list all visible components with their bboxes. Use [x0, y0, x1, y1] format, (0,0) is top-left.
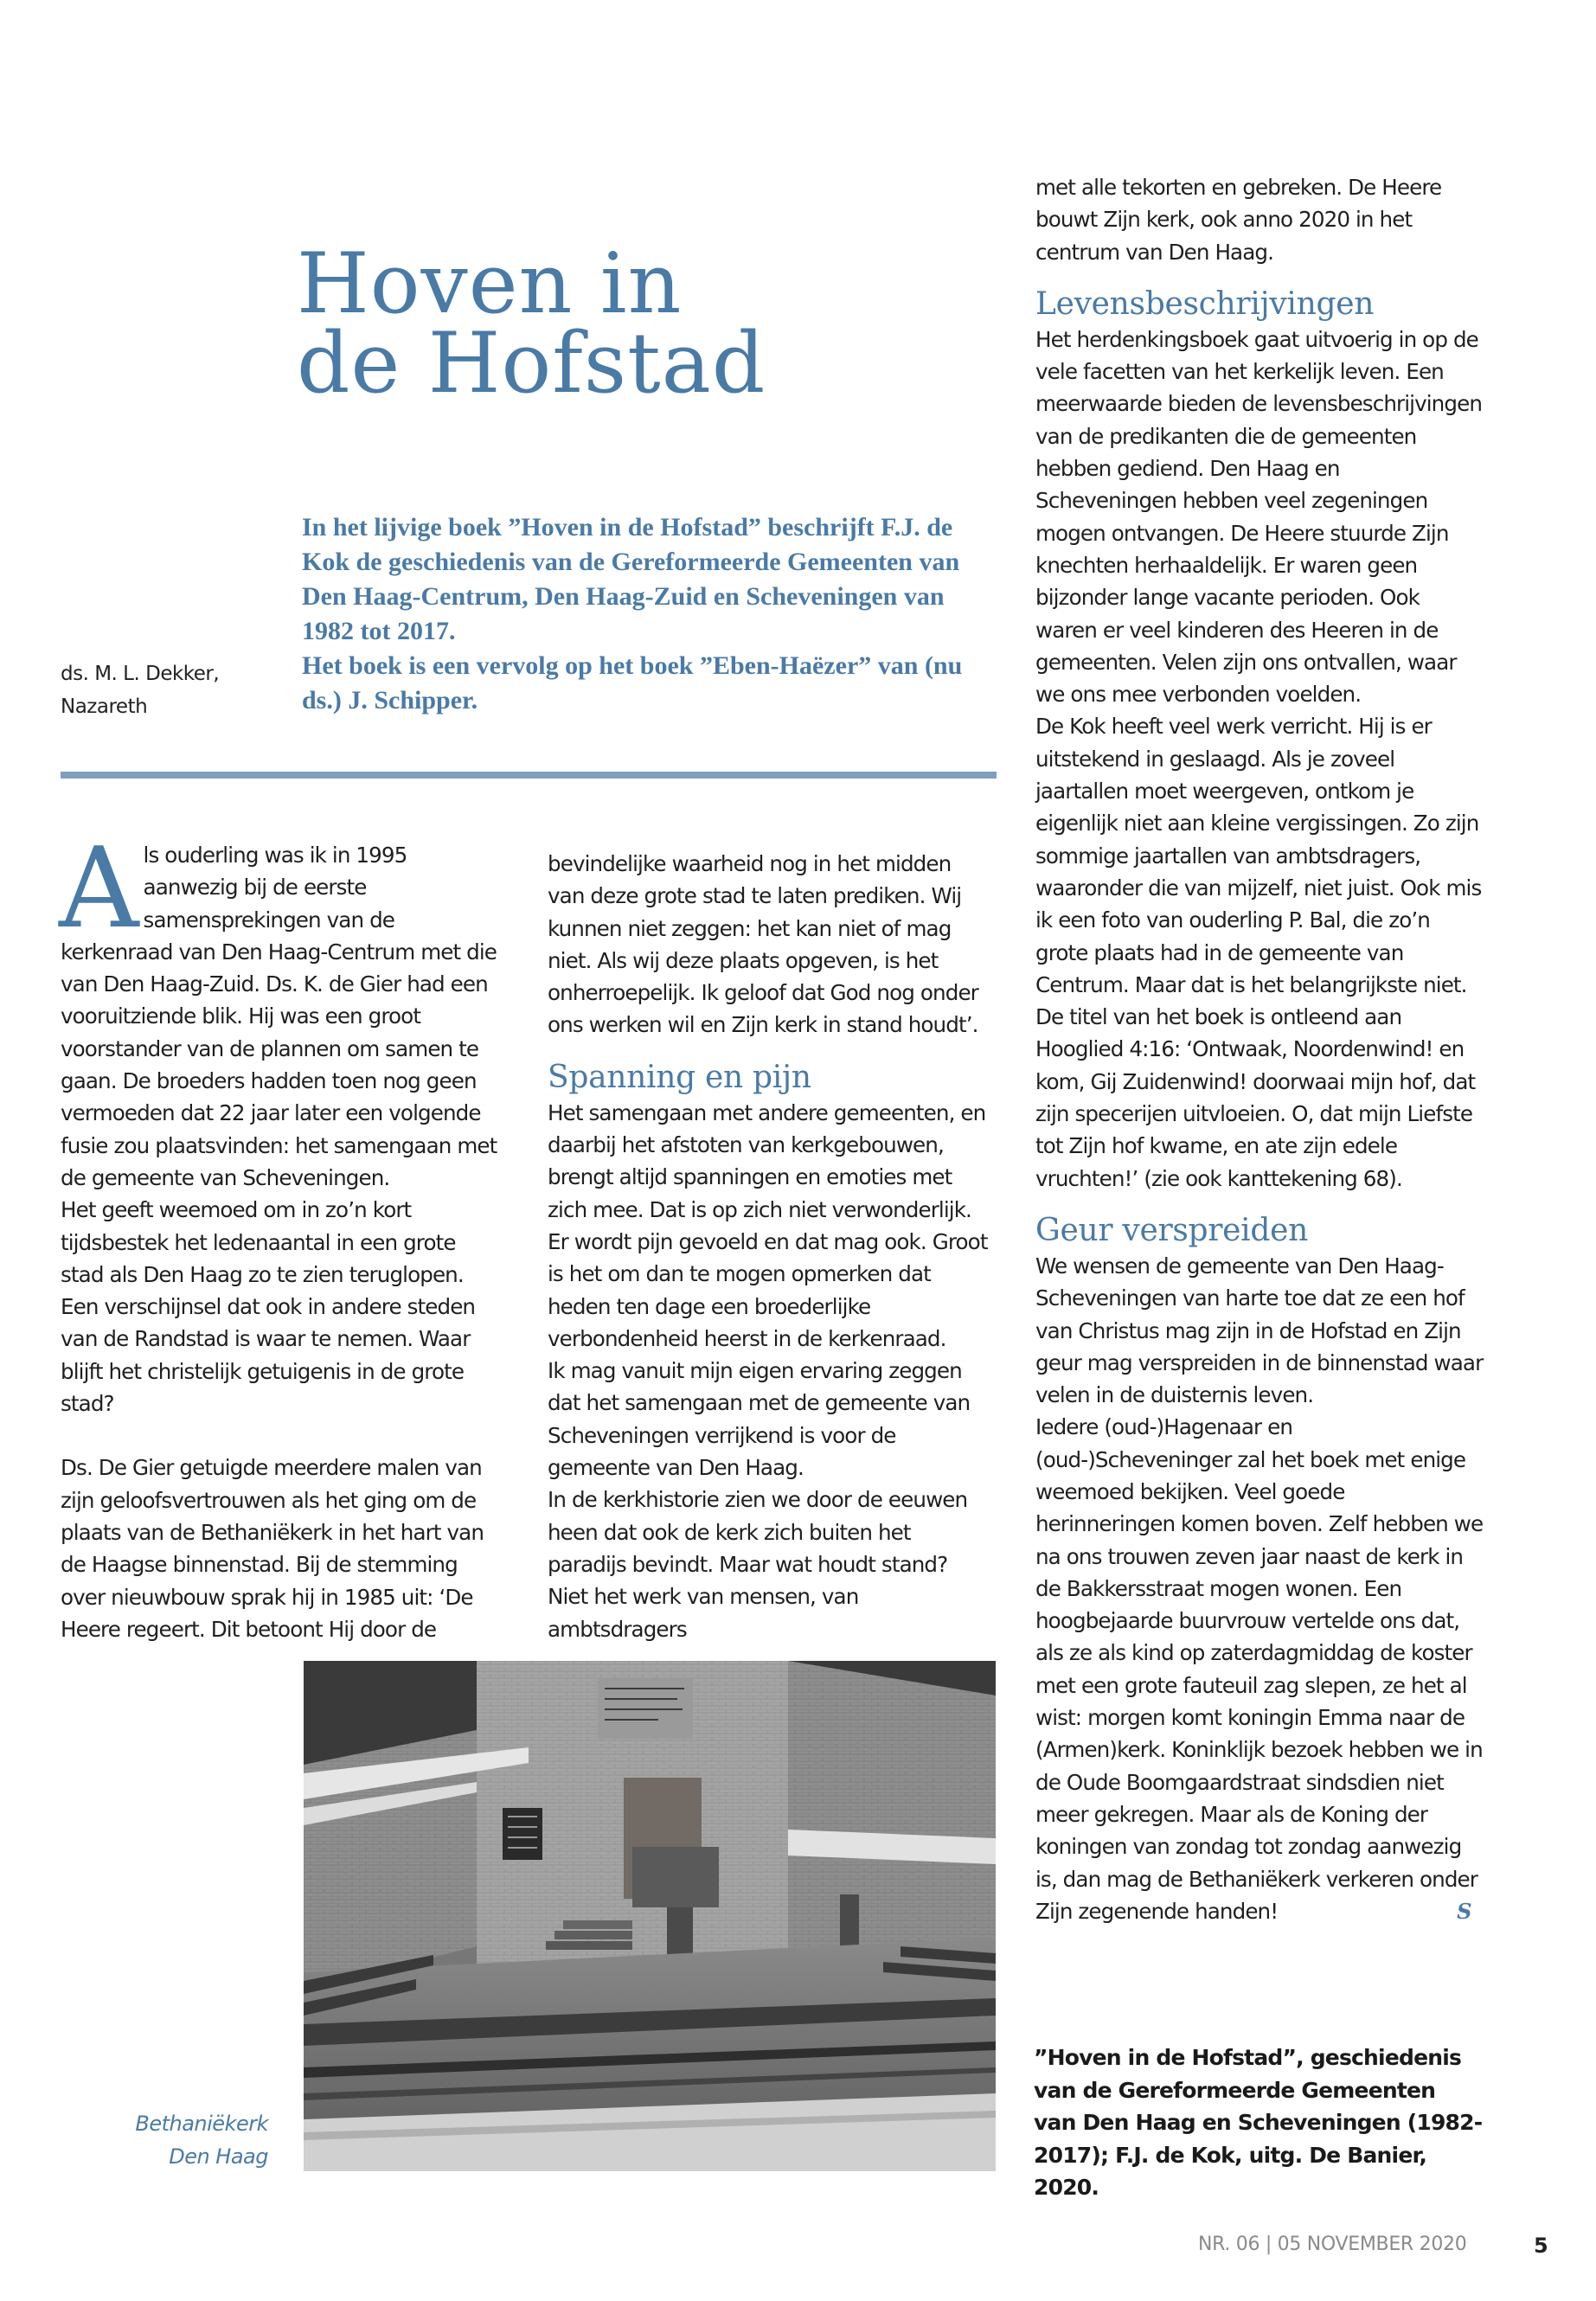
subheading-geur: Geur verspreiden [1035, 1212, 1309, 1248]
caption-line-1: Bethaniëkerk [135, 2112, 268, 2136]
header-divider [61, 772, 997, 779]
church-interior-photo [304, 1661, 996, 2171]
book-reference: ”Hoven in de Hofstad”, geschiedenis van de Gereformeerde Gemeenten van Den Haag en Scheveningen (1982-2017); F.J. de Kok, uitg. De Banier, 2020. [1034, 2045, 1483, 2200]
author-name: ds. M. L. Dekker, [61, 663, 220, 685]
paragraph: We wensen de gemeente van Den Haag-Scheveningen van harte toe dat ze een hof van Christus mag zijn in de Hofstad en Zijn geur mag verspreiden in de binnenstad waar velen in de duisternis leven. [1035, 1253, 1484, 1408]
column-2 [548, 848, 989, 1645]
paragraph: De Kok heeft veel werk verricht. Hij is er uitstekend in geslaagd. Als je zoveel jaartallen moet weergeven, ontkom je eigenlijk niet aan kleine vergissingen. Zo zijn sommige jaartallen van ambtsdragers, waaronder die van mijzelf, niet juist. Ook mis ik een foto van ouderling P. Bal, die zo’n grote plaats had in de gemeente van Centrum. Maar dat is het belangrijkste niet. [1035, 714, 1482, 997]
author-place: Nazareth [61, 695, 148, 718]
drop-cap: A [59, 824, 138, 953]
paragraph: Ds. De Gier getuigde meerdere malen van zijn geloofsvertrouwen als het ging om de plaats van de Bethaniëkerk in het hart van de Haagse binnenstad. Bij de stemming over nieuwbouw sprak hij in 1985 uit: ‘De Heere regeert. Dit betoont Hij door de [61, 1455, 484, 1642]
title-line-2: de Hofstad [297, 315, 766, 412]
paragraph: De titel van het boek is ontleend aan Hooglied 4:16: ‘Ontwaak, Noordenwind! en kom, Gij Zuidenwind! doorwaai mijn hof, dat zijn specerijen uitvloeien. O, dat mijn Liefste tot Zijn hof kwame, en ate zijn edele vruchten!’ (zie ook kanttekening 68). [1035, 1004, 1476, 1191]
author-byline [61, 657, 268, 723]
paragraph: Het herdenkingsboek gaat uitvoerig in op de vele facetten van het kerkelijk leven. Een meerwaarde bieden de levensbeschrijvingen van de predikanten die de gemeenten hebben gediend. Den Haag en Scheveningen hebben veel zegeningen mogen ontvangen. De Heere stuurde Zijn knechten herhaaldelijk. Er waren geen bijzonder lange vacante perioden. Ook waren er veel kinderen des Heeren in de gemeenten. Velen zijn ons ontvallen, waar we ons mee verbonden voelden. [1035, 326, 1483, 708]
caption-line-2: Den Haag [169, 2144, 268, 2169]
column-3 [1035, 171, 1485, 1927]
paragraph: met alle tekorten en gebreken. De Heere bouwt Zijn kerk, ook anno 2020 in het centrum van Den Haag. [1035, 175, 1442, 265]
subheading-levensbeschrijvingen: Levensbeschrijvingen [1035, 285, 1375, 322]
intro-block [302, 510, 994, 718]
subheading-spanning: Spanning en pijn [548, 1059, 811, 1095]
paragraph: bevindelijke waarheid nog in het midden van deze grote stad te laten prediken. Wij kunnen niet zeggen: het kan niet of mag niet. Als wij deze plaats opgeven, is het onherroepelijk. Ik geloof dat God nog onder ons werken wil en Zijn kerk in stand houdt’. [548, 851, 978, 1038]
paragraph: In de kerkhistorie zien we door de eeuwen heen dat ook de kerk zich buiten het paradijs bevindt. Maar wat houdt stand? Niet het werk van mensen, van ambtsdragers [548, 1487, 968, 1642]
article-title [297, 235, 833, 412]
paragraph: Ik mag vanuit mijn eigen ervaring zeggen dat het samengaan met de gemeente van Scheveningen verrijkend is voor de gemeente van Den Haag. [548, 1358, 971, 1481]
column-1 [59, 824, 503, 1645]
paragraph: Het geeft weemoed om in zo’n kort tijdsbestek het ledenaantal in een grote stad als Den Haag zo te zien teruglopen. Een verschijnsel dat ook in andere steden van de Randstad is waar te nemen. Waar blijft het christelijk getuigenis in de grote stad? [61, 1197, 476, 1417]
intro-text: In het lijvige boek ”Hoven in de Hofstad” beschrijft F.J. de Kok de geschiedenis van de Gereformeerde Gemeenten van Den Haag-Centrum, Den Haag-Zuid en Scheveningen van 1982 tot 2017. [302, 513, 960, 645]
issue-info: NR. 06 | 05 NOVEMBER 2020 [1198, 2234, 1467, 2255]
paragraph: Als ouderling was ik in 1995 aanwezig bij de eerste samensprekingen van de kerkenraad van Den Haag-Centrum met die van Den Haag-Zuid. Ds. K. de Gier had een vooruitziende blik. Hij was een groot voorstander van de plannen om samen te gaan. De broeders hadden toen nog geen vermoeden dat 22 jaar later een volgende fusie zou plaatsvinden: het samengaan met de gemeente van Scheveningen. [59, 824, 497, 1190]
intro-text-2: Het boek is een vervolg op het boek ”Eben-Haëzer” van (nu ds.) J. Schipper. [302, 651, 963, 715]
end-mark-icon: S [1457, 1898, 1471, 1924]
title-line-1: Hoven in [297, 235, 683, 332]
photo-caption [78, 2107, 268, 2173]
page-number: 5 [1534, 2234, 1548, 2258]
paragraph: Het samengaan met andere gemeenten, en daarbij het afstoten van kerkgebouwen, brengt altijd spanningen en emoties met zich mee. Dat is op zich niet verwonderlijk. Er wordt pijn gevoeld en dat mag ook. Groot is het om dan te mogen opmerken dat heden ten dage een broederlijke verbondenheid heerst in de kerkenraad. [548, 1099, 988, 1351]
paragraph: Iedere (oud-)Hagenaar en (oud-)Scheveninger zal het boek met enige weemoed bekijken. Veel goede herinneringen komen boven. Zelf hebben we na ons trouwen zeven jaar naast de kerk in de Bakkersstraat mogen wonen. Een hoogbejaarde buurvrouw vertelde ons dat, als ze als kind op zaterdagmiddag de koster met een grote fauteuil zag slepen, ze het al wist: morgen komt koningin Emma naar de (Armen)kerk. Koninklijk bezoek hebben we in de Oude Boomgaardstraat sindsdien niet meer gekregen. Maar als de Koning der koningen van zondag tot zondag aanwezig is, dan mag de Bethaniëkerk verkeren onder Zijn zegenende handen! S [1035, 1411, 1485, 1927]
